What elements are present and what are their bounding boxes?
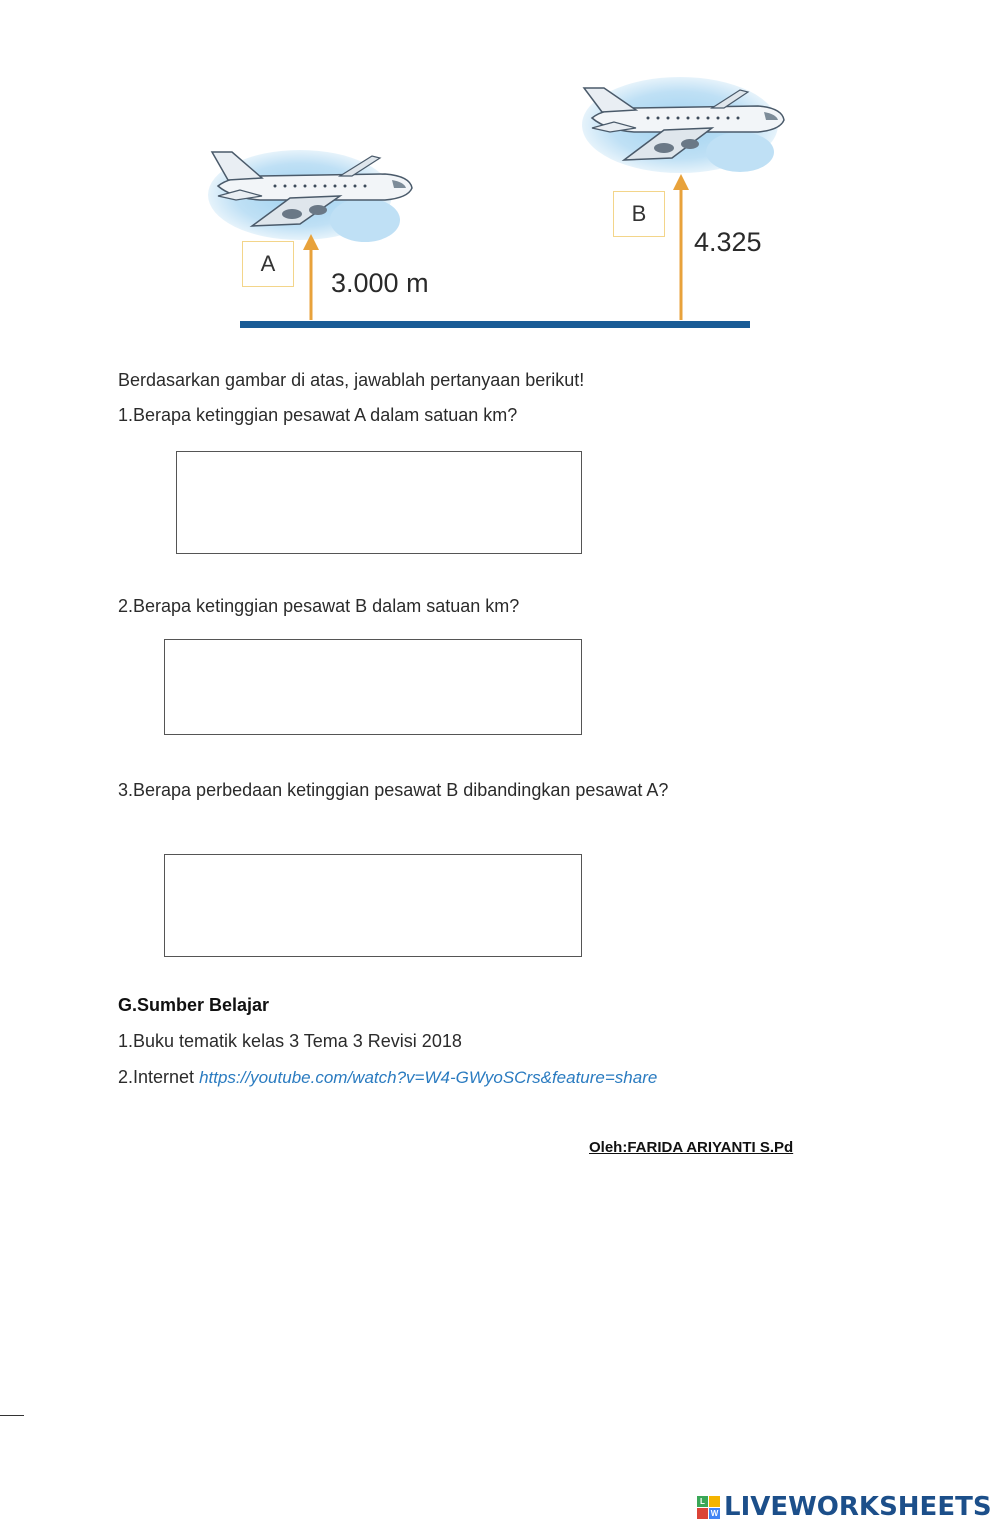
youtube-link[interactable]: https://youtube.com/watch?v=W4-GWyoSCrs&feature=share [199,1068,658,1087]
airplane-b-icon [582,77,784,173]
question-1-text: 1.Berapa ketinggian pesawat A dalam satuan km? [118,405,518,425]
sources-heading: G.Sumber Belajar [118,995,270,1015]
ground-line [240,321,750,328]
question-2-text: 2.Berapa ketinggian pesawat B dalam satuan km? [118,596,520,616]
answer-box-3 [164,854,582,957]
liveworksheets-wordmark: LIVEWORKSHEETS [724,1492,992,1522]
plane-b-label: B [613,191,665,237]
answer-input-1[interactable] [177,452,581,553]
airplane-a-icon [208,150,412,242]
answer-box-2 [164,639,582,735]
height-arrow-a [303,234,319,320]
instruction-text: Berdasarkan gambar di atas, jawablah pertanyaan berikut! [118,370,585,390]
answer-box-1 [176,451,582,554]
plane-b-height-label: 4.325 [694,227,762,257]
source-item-1: 1.Buku tematik kelas 3 Tema 3 Revisi 2018 [118,1031,462,1051]
altitude-diagram [0,0,1000,340]
margin-rule [0,1415,24,1416]
author-credit: Oleh:FARIDA ARIYANTI S.Pd [589,1139,794,1156]
plane-a-height-label: 3.000 m [331,268,429,298]
height-arrow-b [673,174,689,320]
plane-a-label: A [242,241,294,287]
logo-tile-w: W [710,1508,719,1518]
answer-input-3[interactable] [165,855,581,956]
liveworksheets-logo[interactable] [697,1492,992,1522]
logo-tile-l: L [697,1496,708,1507]
liveworksheets-icon [697,1496,720,1519]
source-item-2-prefix: 2.Internet [118,1067,195,1087]
question-3-text: 3.Berapa perbedaan ketinggian pesawat B dibandingkan pesawat A? [118,780,669,800]
answer-input-2[interactable] [165,640,581,734]
source-item-2 [118,1067,657,1088]
